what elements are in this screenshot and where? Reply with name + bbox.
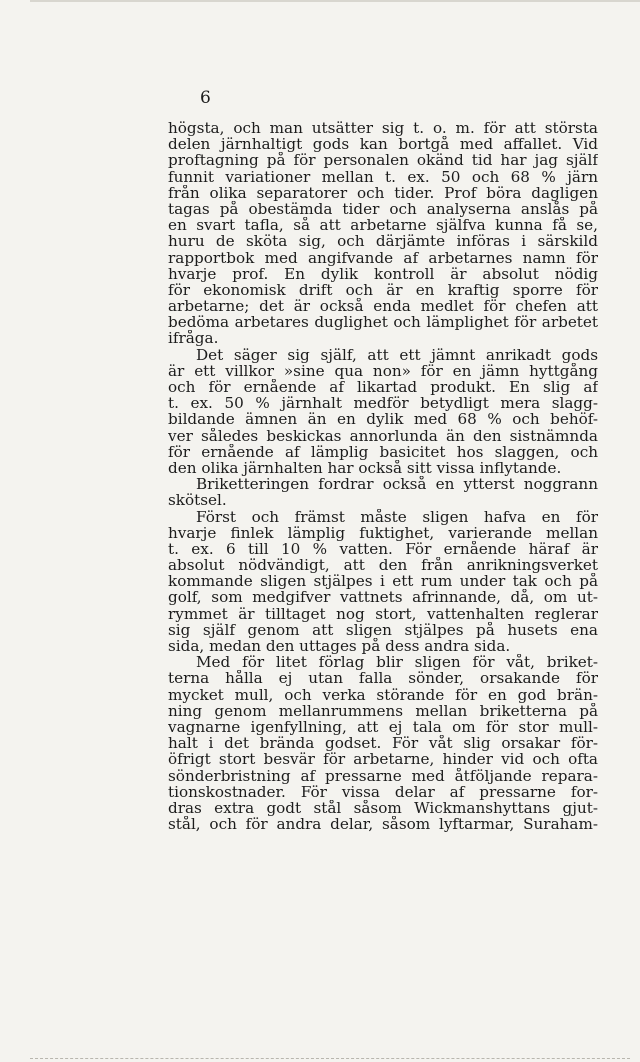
text-line: t. ex. 6 till 10 % vatten. För ernående häraf är	[168, 540, 598, 558]
text-line: absolut nödvändigt, att den från anrikningsverket	[168, 557, 598, 574]
text-line: tionskostnader. För vissa delar af pressarne for-	[168, 783, 598, 800]
text-line: ning genom mellanrummens mellan briketterna på	[168, 702, 598, 719]
text-line: tagas på obestämda tider och analyserna anslås på	[168, 200, 598, 218]
text-line: Briketteringen fordrar också en ytterst noggrann	[196, 476, 598, 493]
text-line: sida, medan den uttages på dess andra sida.	[168, 638, 511, 655]
text-line: Med för litet förlag blir sligen för våt, briket-	[196, 654, 598, 671]
text-line: Det säger sig själf, att ett jämnt anrikadt gods	[196, 346, 598, 363]
text-line: för ernående af lämplig basicitet hos slaggen, och	[168, 443, 598, 460]
text-line: från olika separatorer och tider. Prof böra dagligen	[168, 184, 598, 201]
text-line: sönderbristning af pressarne med åtföljande repara-	[168, 767, 598, 784]
text-line: rymmet är tilltaget nog stort, vattenhalten reglerar	[168, 605, 598, 622]
text-line: bedöma arbetares duglighet och lämplighet för arbetet	[168, 314, 598, 331]
text-line: huru de sköta sig, och därjämte införas i särskild	[168, 233, 598, 250]
text-line: kommande sligen stjälpes i ett rum under tak och på	[168, 573, 598, 590]
text-line: delen järnhaltigt gods kan bortgå med affallet. Vid	[168, 136, 598, 153]
text-line: bildande ämnen än en dylik med 68 % och behöf-	[168, 411, 598, 428]
text-line: funnit variationer mellan t. ex. 50 och 68 % järn	[168, 168, 598, 185]
scan-edge-bottom	[30, 1058, 630, 1060]
text-line: Först och främst måste sligen hafva en för	[196, 508, 598, 525]
text-line: proftagning på för personalen okänd tid har jag själf	[168, 152, 598, 169]
text-line: terna hålla ej utan falla sönder, orsakande för	[168, 670, 598, 687]
text-line: skötsel.	[168, 492, 227, 509]
body-text	[168, 120, 598, 832]
text-line: t. ex. 50 % järnhalt medför betydligt mera slagg-	[168, 395, 598, 412]
text-line: högsta, och man utsätter sig t. o. m. för att största	[168, 120, 598, 137]
text-line: för ekonomisk drift och är en kraftig sporre för	[168, 281, 598, 299]
text-line: hvarje finlek lämplig fuktighet, varierande mellan	[168, 524, 598, 541]
text-line: stål, och för andra delar, såsom lyftarmar, Suraham-	[168, 816, 598, 833]
text-line: är ett villkor »sine qua non» för en jämn hyttgång	[168, 362, 598, 379]
text-line: vagnarne igenfyllning, att ej tala om för stor mull-	[168, 718, 598, 736]
text-line: ver således beskickas annorlunda än den sistnämnda	[168, 427, 598, 444]
page-number: 6	[200, 88, 212, 108]
text-line: ifråga.	[168, 330, 219, 347]
scan-edge-top	[30, 0, 640, 2]
text-line: en svart tafla, så att arbetarne själfva kunna få se,	[168, 217, 598, 234]
text-line: sig själf genom att sligen stjälpes på husets ena	[168, 621, 598, 638]
text-line: hvarje prof. En dylik kontroll är absolut nödig	[168, 265, 598, 282]
text-line: mycket mull, och verka störande för en god brän-	[168, 686, 598, 703]
text-line: halt i det brända godset. För våt slig orsakar för-	[168, 735, 598, 752]
text-line: dras extra godt stål såsom Wickmanshyttans gjut-	[168, 799, 598, 817]
text-line: den olika järnhalten har också sitt vissa inflytande.	[168, 459, 562, 477]
text-line: arbetarne; det är också enda medlet för chefen att	[168, 298, 598, 315]
text-line: och för ernående af likartad produkt. En slig af	[168, 379, 598, 396]
text-line: öfrigt stort besvär för arbetarne, hinder vid och ofta	[168, 751, 598, 768]
text-line: golf, som medgifver vattnets afrinnande, då, om ut-	[168, 589, 598, 606]
text-line: rapportbok med angifvande af arbetarnes namn för	[168, 249, 598, 266]
